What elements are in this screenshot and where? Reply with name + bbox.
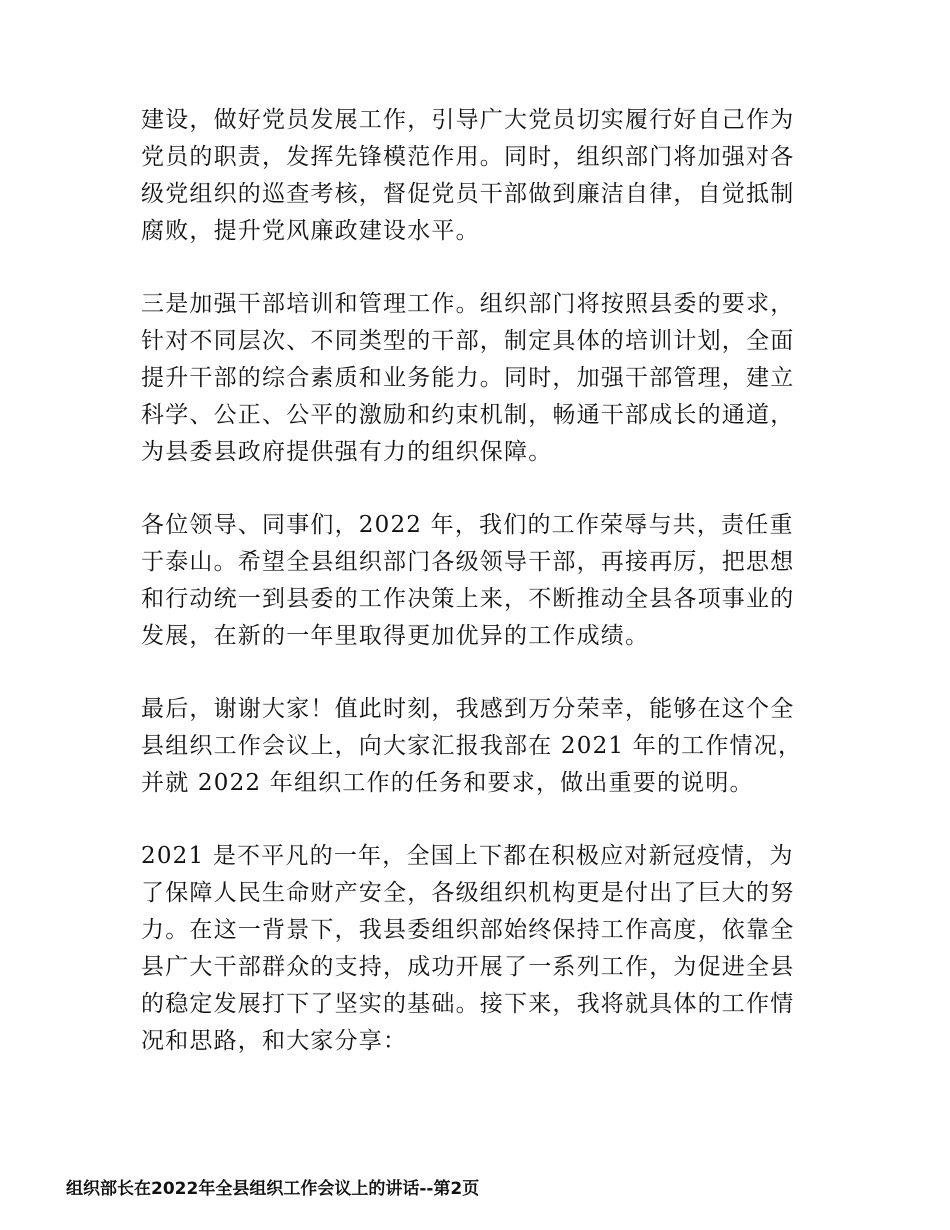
- paragraph-1: [141, 102, 813, 250]
- text-line: 各位领导、同事们，2022 年，我们的工作荣辱与共，责任重: [141, 512, 794, 538]
- page-footer: 组织部长在2022年全县组织工作会议上的讲话--第2页: [66, 1179, 480, 1199]
- text-line: 党员的职责，发挥先锋模范作用。同时，组织部门将加强对各: [141, 144, 795, 170]
- text-line: 2021 是不平凡的一年，全国上下都在积极应对新冠疫情，为: [141, 843, 794, 869]
- text-line: 腐败，提升党风廉政建设水平。: [141, 218, 480, 244]
- text-line: 级党组织的巡查考核，督促党员干部做到廉洁自律，自觉抵制: [141, 181, 795, 207]
- text-line: 建设，做好党员发展工作，引导广大党员切实履行好自己作为: [141, 107, 795, 133]
- text-line: 并就 2022 年组织工作的任务和要求，做出重要的说明。: [141, 770, 754, 796]
- text-line: 为县委县政府提供强有力的组织保障。: [141, 439, 553, 465]
- text-line: 力。在这一背景下，我县委组织部始终保持工作高度，依靠全: [141, 917, 795, 943]
- text-line: 况和思路，和大家分享：: [141, 1028, 408, 1054]
- text-line: 县广大干部群众的支持，成功开展了一系列工作，为促进全县: [141, 954, 795, 980]
- paragraph-4: [141, 691, 813, 802]
- text-line: 于泰山。希望全县组织部门各级领导干部，再接再厉，把思想: [141, 549, 795, 575]
- text-line: 针对不同层次、不同类型的干部，制定具体的培训计划，全面: [141, 328, 795, 354]
- text-line: 发展，在新的一年里取得更加优异的工作成绩。: [141, 623, 650, 649]
- paragraph-2: [141, 286, 813, 471]
- body-text: [141, 102, 813, 1096]
- text-line: 的稳定发展打下了坚实的基础。接下来，我将就具体的工作情: [141, 991, 795, 1017]
- text-line: 最后，谢谢大家！值此时刻，我感到万分荣幸，能够在这个全: [141, 696, 795, 722]
- text-line: 了保障人民生命财产安全，各级组织机构更是付出了巨大的努: [141, 880, 795, 906]
- text-line: 县组织工作会议上，向大家汇报我部在 2021 年的工作情况，: [141, 733, 803, 759]
- text-line: 三是加强干部培训和管理工作。组织部门将按照县委的要求，: [141, 291, 795, 317]
- paragraph-5: [141, 838, 813, 1060]
- text-line: 提升干部的综合素质和业务能力。同时，加强干部管理，建立: [141, 365, 795, 391]
- text-line: 科学、公正、公平的激励和约束机制，畅通干部成长的通道，: [141, 402, 795, 428]
- text-line: 和行动统一到县委的工作决策上来，不断推动全县各项事业的: [141, 586, 795, 612]
- paragraph-3: [141, 507, 813, 655]
